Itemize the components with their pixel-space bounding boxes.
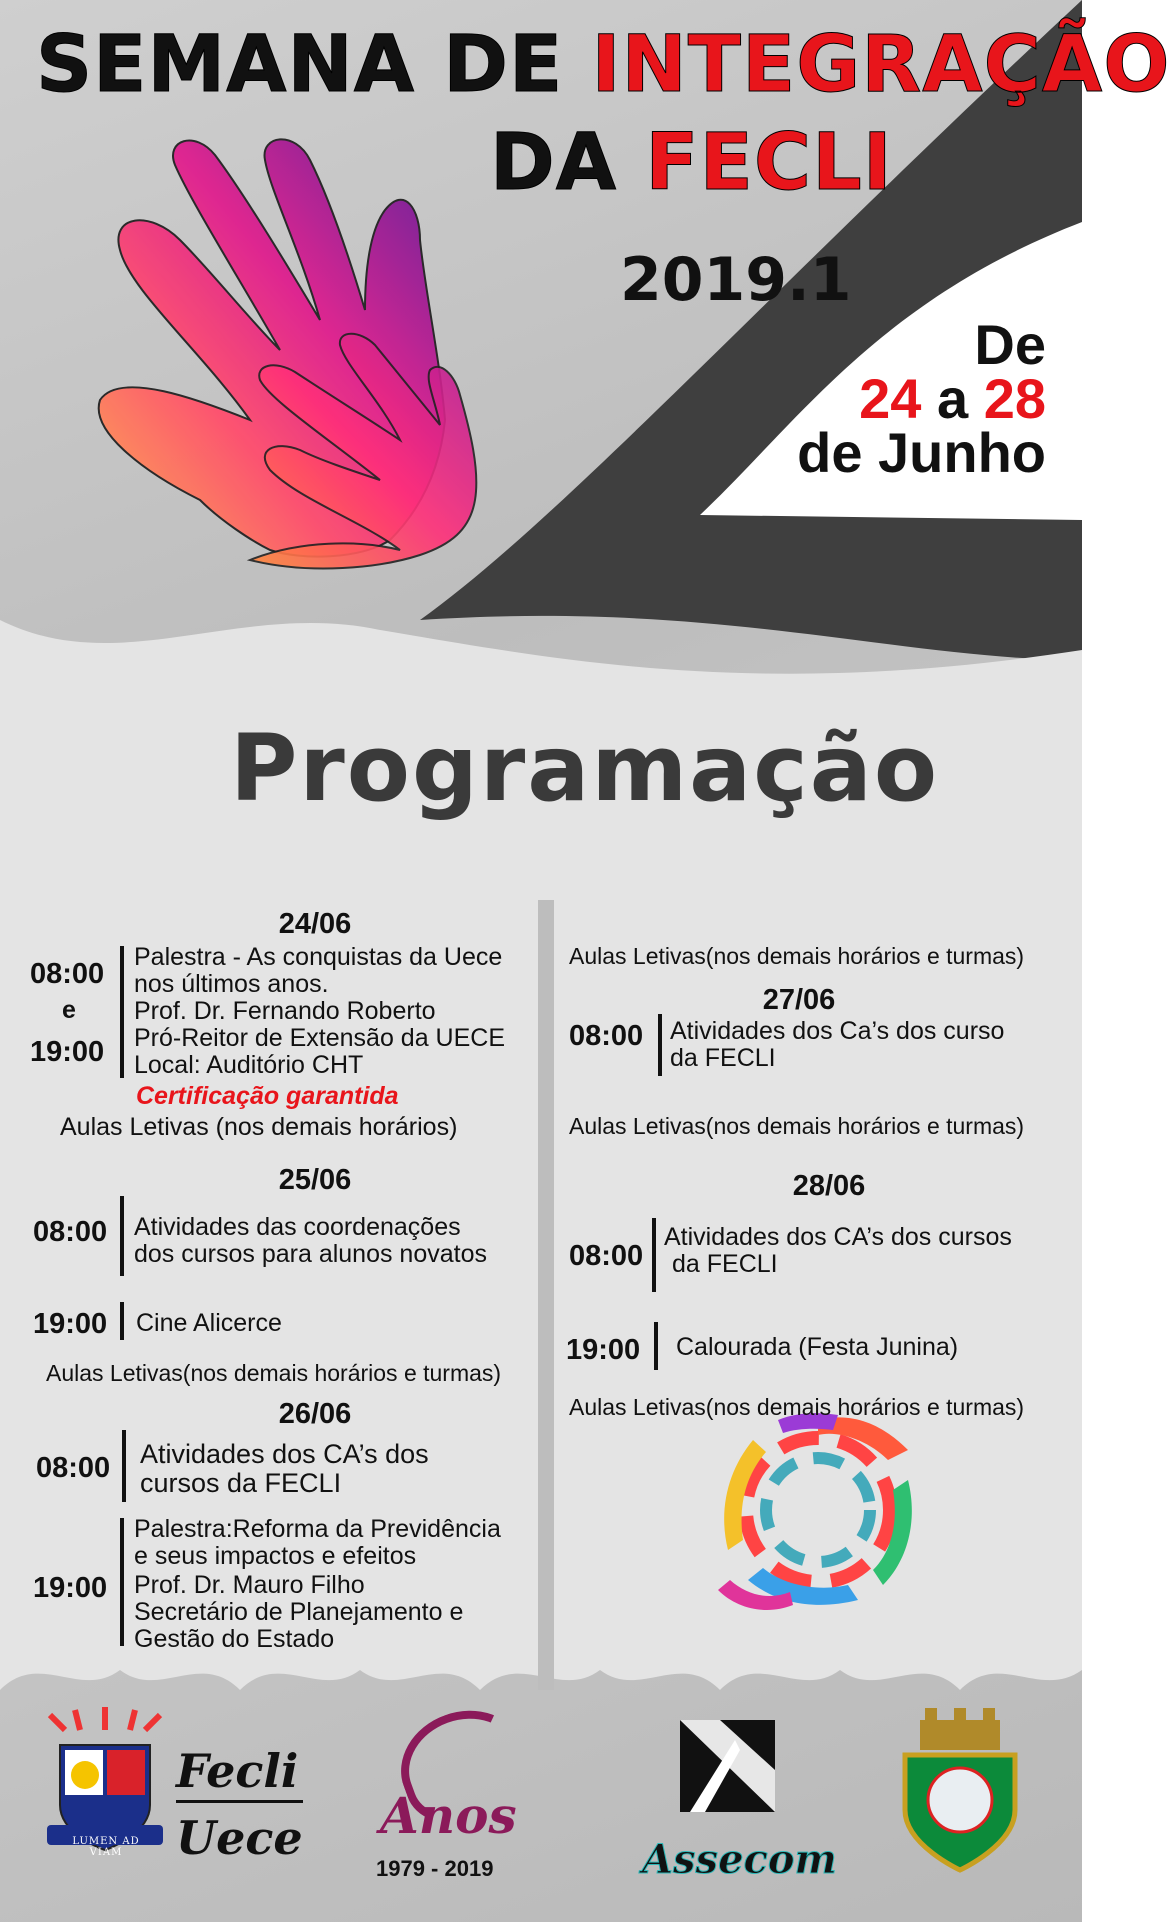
day-28-line-1: Atividades dos CA’s dos cursos [664, 1223, 1012, 1251]
day-24-date: 24/06 [278, 908, 352, 940]
day-24-certification: Certificação garantida [136, 1082, 399, 1110]
day-24-time-2: 19:00 [30, 1036, 105, 1068]
date-line-3: de Junho [797, 421, 1046, 484]
day-26-time-2: 19:00 [33, 1572, 108, 1604]
day-25-line-2: dos cursos para alunos novatos [134, 1240, 487, 1268]
day-28-description-2: Calourada (Festa Junina) [676, 1333, 959, 1361]
day-24-line-3: Prof. Dr. Fernando Roberto [134, 997, 436, 1025]
day-26-line-2: cursos da FECLI [140, 1468, 342, 1498]
day-25-note: Aulas Letivas(nos demais horários e turmas) [46, 1360, 502, 1386]
day-26-description-2 [134, 1516, 501, 1653]
fecli-logo-line-1: Fecli [176, 1746, 303, 1803]
day-24-line-2: nos últimos anos. [134, 970, 329, 998]
day-26-line-3: Palestra:Reforma da Previdência [134, 1515, 501, 1543]
day-25-time-2: 19:00 [33, 1308, 108, 1340]
edition-year: 2019.1 [620, 245, 852, 315]
day-27-time-1: 08:00 [569, 1020, 644, 1052]
date-end: 28 [983, 367, 1046, 430]
day-28-date: 28/06 [792, 1170, 866, 1202]
day-27-date: 27/06 [762, 984, 836, 1016]
day-26-line-4: e seus impactos e efeitos [134, 1542, 417, 1570]
day-24-line-1: Palestra - As conquistas da Uece [134, 943, 503, 971]
day-24-line-5: Local: Auditório CHT [134, 1051, 364, 1079]
day-24-bar [120, 946, 124, 1078]
day-24-line-4: Pró-Reitor de Extensão da UECE [134, 1024, 506, 1052]
day-28-description-1 [664, 1224, 1012, 1278]
column-divider [538, 900, 554, 1690]
date-line-2 [797, 367, 1046, 430]
day-24-description [134, 944, 505, 1079]
uece-crest-logo [47, 1707, 163, 1850]
date-line-1: De [974, 313, 1046, 376]
date-start: 24 [859, 367, 922, 430]
day-26-time-1: 08:00 [36, 1452, 111, 1484]
day-26-bar-1 [122, 1430, 126, 1502]
day-27-bar [658, 1014, 662, 1076]
anos-logo-word: Anos [380, 1786, 517, 1845]
day-26-line-6: Secretário de Planejamento e [134, 1598, 464, 1626]
section-title: Programação [230, 715, 940, 822]
day-27-line-1: Atividades dos Ca’s dos curso [670, 1017, 1005, 1045]
day-26-line-5: Prof. Dr. Mauro Filho [134, 1571, 365, 1599]
day-25-bar-2 [120, 1302, 124, 1340]
day-24-time-1: 08:00 [30, 958, 105, 990]
day-28-bar-2 [654, 1322, 658, 1370]
fecli-uece-logo [176, 1746, 303, 1863]
day-27-line-2: da FECLI [670, 1044, 776, 1072]
title-fecli: FECLI [645, 118, 893, 208]
title-semana: SEMANA DE [36, 20, 564, 110]
day-28-line-2: da FECLI [672, 1250, 778, 1278]
day-24-note: Aulas Letivas (nos demais horários) [60, 1113, 458, 1141]
uece-motto: LUMEN AD VIAM [72, 1836, 140, 1858]
day-25-description-2: Cine Alicerce [136, 1309, 282, 1337]
day-28-time-1: 08:00 [569, 1240, 644, 1272]
day-25-date: 25/06 [278, 1164, 352, 1196]
assecom-logo-text: Assecom [642, 1836, 837, 1883]
day-25-time-1: 08:00 [33, 1216, 108, 1248]
day-26-bar-2 [120, 1518, 124, 1646]
ceara-crest-logo [905, 1708, 1015, 1870]
day-26-date: 26/06 [278, 1398, 352, 1430]
day-28-note: Aulas Letivas(nos demais horários e turmas) [569, 1394, 1025, 1420]
day-25-line-1: Atividades das coordenações [134, 1213, 461, 1241]
day-27-note: Aulas Letivas(nos demais horários e turmas) [569, 1113, 1025, 1139]
anos-logo-years: 1979 - 2019 [376, 1856, 494, 1881]
title-line-1 [36, 20, 1171, 110]
title-da: DA [490, 118, 618, 208]
event-dates [797, 313, 1046, 484]
day-26-line-7: Gestão do Estado [134, 1625, 335, 1653]
right-note-top: Aulas Letivas(nos demais horários e turmas) [569, 943, 1025, 969]
title-line-2 [490, 118, 893, 208]
day-28-time-2: 19:00 [566, 1334, 641, 1366]
title-integracao: INTEGRAÇÃO [591, 20, 1171, 110]
assecom-mark-logo [680, 1720, 775, 1812]
day-26-description-1 [140, 1440, 429, 1498]
day-28-bar-1 [652, 1218, 656, 1292]
day-24-joiner: e [62, 996, 76, 1024]
fecli-logo-line-2: Uece [176, 1811, 303, 1865]
date-separator: a [936, 367, 969, 430]
day-26-line-1: Atividades dos CA’s dos [140, 1439, 429, 1469]
day-25-description-1 [134, 1214, 487, 1268]
day-25-bar-1 [120, 1196, 124, 1276]
day-27-description [670, 1018, 1004, 1072]
